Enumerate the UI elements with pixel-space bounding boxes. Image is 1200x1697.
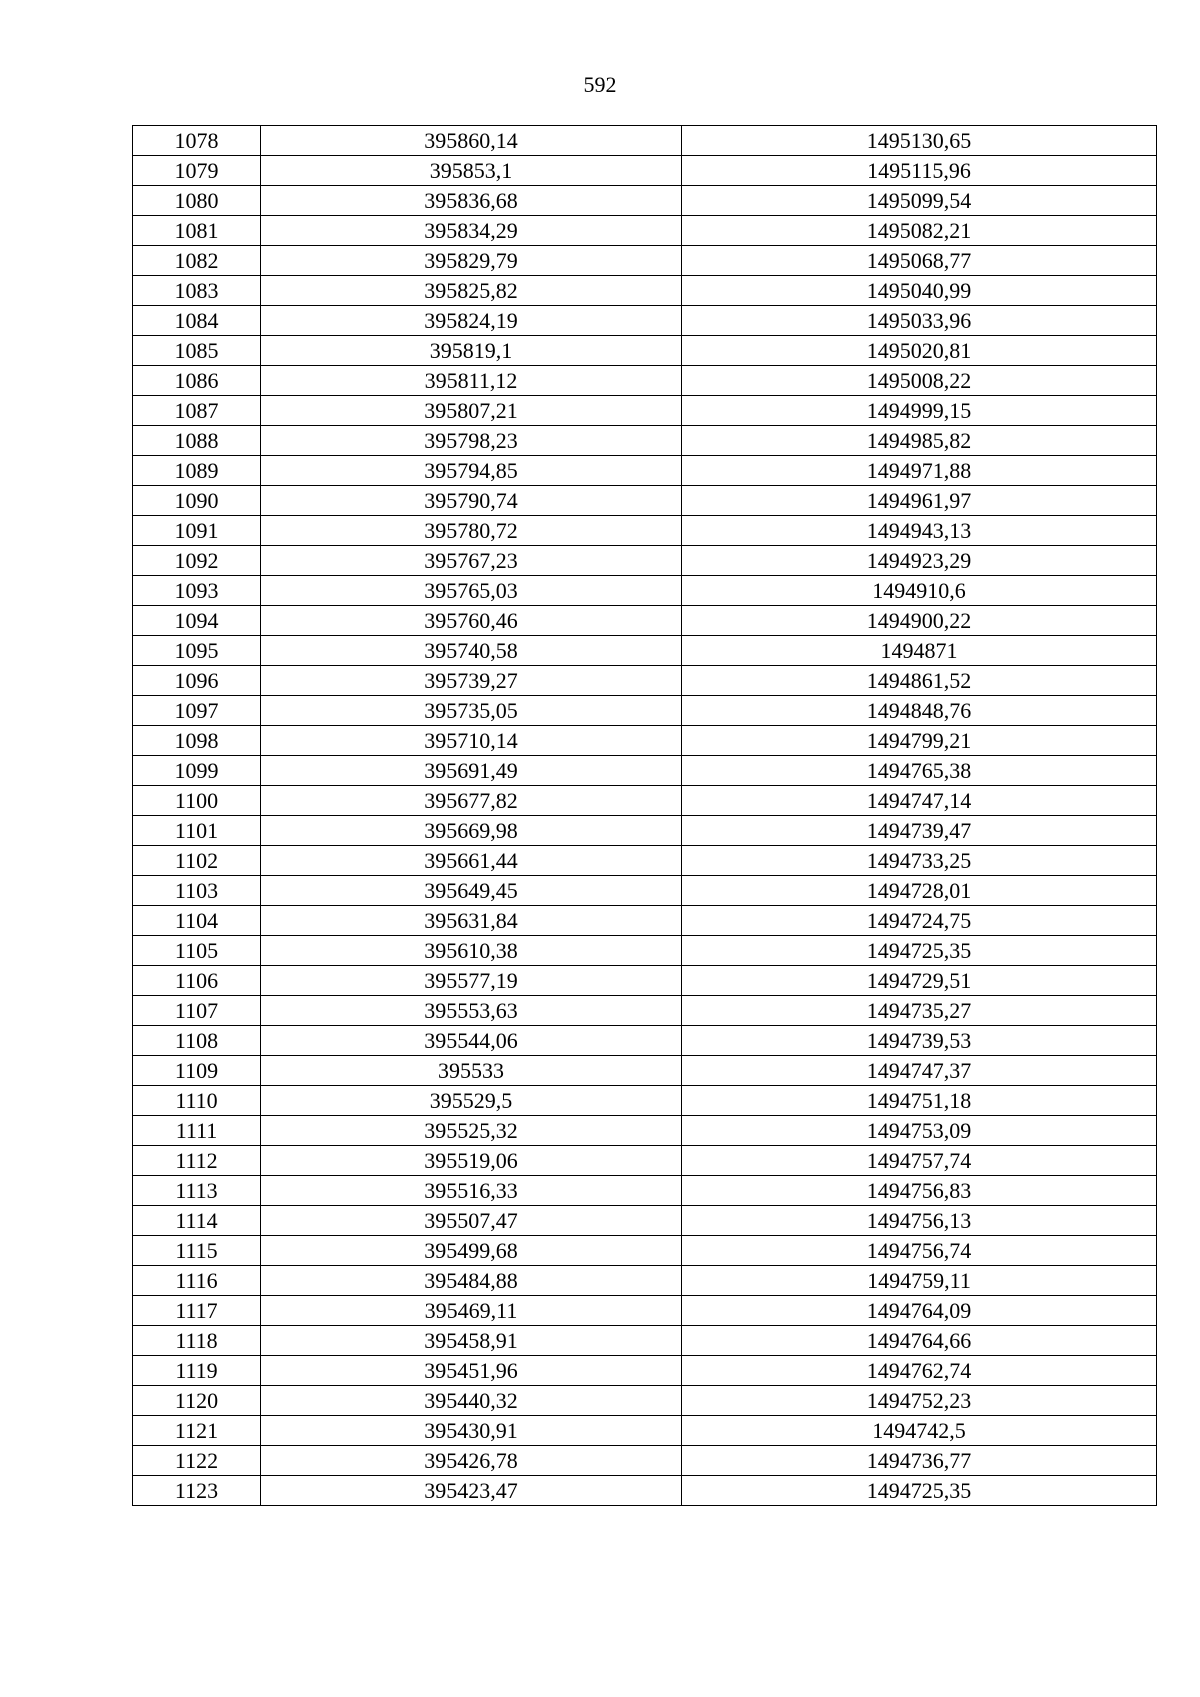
x-coordinate-cell: 395767,23 bbox=[261, 546, 682, 576]
point-number-cell: 1100 bbox=[133, 786, 261, 816]
y-coordinate-cell: 1494943,13 bbox=[682, 516, 1157, 546]
table-row bbox=[133, 966, 1157, 996]
table-row bbox=[133, 366, 1157, 396]
point-number-cell: 1093 bbox=[133, 576, 261, 606]
y-coordinate-cell: 1495040,99 bbox=[682, 276, 1157, 306]
table-row bbox=[133, 1386, 1157, 1416]
y-coordinate-cell: 1494961,97 bbox=[682, 486, 1157, 516]
point-number-cell: 1123 bbox=[133, 1476, 261, 1506]
y-coordinate-cell: 1494923,29 bbox=[682, 546, 1157, 576]
y-coordinate-cell: 1494729,51 bbox=[682, 966, 1157, 996]
table-row bbox=[133, 1446, 1157, 1476]
x-coordinate-cell: 395780,72 bbox=[261, 516, 682, 546]
table-row bbox=[133, 126, 1157, 156]
point-number-cell: 1104 bbox=[133, 906, 261, 936]
x-coordinate-cell: 395765,03 bbox=[261, 576, 682, 606]
y-coordinate-cell: 1494799,21 bbox=[682, 726, 1157, 756]
point-number-cell: 1085 bbox=[133, 336, 261, 366]
y-coordinate-cell: 1495099,54 bbox=[682, 186, 1157, 216]
table-row bbox=[133, 306, 1157, 336]
y-coordinate-cell: 1494871 bbox=[682, 636, 1157, 666]
point-number-cell: 1086 bbox=[133, 366, 261, 396]
y-coordinate-cell: 1495020,81 bbox=[682, 336, 1157, 366]
x-coordinate-cell: 395516,33 bbox=[261, 1176, 682, 1206]
table-row bbox=[133, 1476, 1157, 1506]
point-number-cell: 1088 bbox=[133, 426, 261, 456]
y-coordinate-cell: 1495068,77 bbox=[682, 246, 1157, 276]
x-coordinate-cell: 395499,68 bbox=[261, 1236, 682, 1266]
point-number-cell: 1082 bbox=[133, 246, 261, 276]
point-number-cell: 1078 bbox=[133, 126, 261, 156]
x-coordinate-cell: 395740,58 bbox=[261, 636, 682, 666]
point-number-cell: 1095 bbox=[133, 636, 261, 666]
table-row bbox=[133, 786, 1157, 816]
point-number-cell: 1119 bbox=[133, 1356, 261, 1386]
point-number-cell: 1094 bbox=[133, 606, 261, 636]
point-number-cell: 1116 bbox=[133, 1266, 261, 1296]
table-row bbox=[133, 876, 1157, 906]
point-number-cell: 1106 bbox=[133, 966, 261, 996]
y-coordinate-cell: 1494733,25 bbox=[682, 846, 1157, 876]
table-row bbox=[133, 276, 1157, 306]
page-number: 592 bbox=[583, 72, 617, 97]
point-number-cell: 1080 bbox=[133, 186, 261, 216]
y-coordinate-cell: 1494735,27 bbox=[682, 996, 1157, 1026]
point-number-cell: 1108 bbox=[133, 1026, 261, 1056]
y-coordinate-cell: 1495033,96 bbox=[682, 306, 1157, 336]
x-coordinate-cell: 395430,91 bbox=[261, 1416, 682, 1446]
x-coordinate-cell: 395811,12 bbox=[261, 366, 682, 396]
x-coordinate-cell: 395553,63 bbox=[261, 996, 682, 1026]
point-number-cell: 1107 bbox=[133, 996, 261, 1026]
table-row bbox=[133, 936, 1157, 966]
point-number-cell: 1120 bbox=[133, 1386, 261, 1416]
table-row bbox=[133, 606, 1157, 636]
point-number-cell: 1114 bbox=[133, 1206, 261, 1236]
y-coordinate-cell: 1494985,82 bbox=[682, 426, 1157, 456]
x-coordinate-cell: 395529,5 bbox=[261, 1086, 682, 1116]
x-coordinate-cell: 395829,79 bbox=[261, 246, 682, 276]
table-row bbox=[133, 186, 1157, 216]
x-coordinate-cell: 395507,47 bbox=[261, 1206, 682, 1236]
y-coordinate-cell: 1494756,74 bbox=[682, 1236, 1157, 1266]
x-coordinate-cell: 395484,88 bbox=[261, 1266, 682, 1296]
point-number-cell: 1111 bbox=[133, 1116, 261, 1146]
y-coordinate-cell: 1494728,01 bbox=[682, 876, 1157, 906]
x-coordinate-cell: 395691,49 bbox=[261, 756, 682, 786]
point-number-cell: 1102 bbox=[133, 846, 261, 876]
table-row bbox=[133, 396, 1157, 426]
y-coordinate-cell: 1494751,18 bbox=[682, 1086, 1157, 1116]
y-coordinate-cell: 1495082,21 bbox=[682, 216, 1157, 246]
x-coordinate-cell: 395860,14 bbox=[261, 126, 682, 156]
y-coordinate-cell: 1494747,14 bbox=[682, 786, 1157, 816]
x-coordinate-cell: 395735,05 bbox=[261, 696, 682, 726]
y-coordinate-cell: 1494756,13 bbox=[682, 1206, 1157, 1236]
y-coordinate-cell: 1494757,74 bbox=[682, 1146, 1157, 1176]
table-row bbox=[133, 1236, 1157, 1266]
y-coordinate-cell: 1494861,52 bbox=[682, 666, 1157, 696]
table-row bbox=[133, 456, 1157, 486]
y-coordinate-cell: 1494848,76 bbox=[682, 696, 1157, 726]
x-coordinate-cell: 395525,32 bbox=[261, 1116, 682, 1146]
table-row bbox=[133, 576, 1157, 606]
x-coordinate-cell: 395798,23 bbox=[261, 426, 682, 456]
table-row bbox=[133, 1086, 1157, 1116]
table-row bbox=[133, 666, 1157, 696]
y-coordinate-cell: 1494759,11 bbox=[682, 1266, 1157, 1296]
y-coordinate-cell: 1494747,37 bbox=[682, 1056, 1157, 1086]
point-number-cell: 1081 bbox=[133, 216, 261, 246]
point-number-cell: 1103 bbox=[133, 876, 261, 906]
x-coordinate-cell: 395469,11 bbox=[261, 1296, 682, 1326]
point-number-cell: 1113 bbox=[133, 1176, 261, 1206]
table-row bbox=[133, 906, 1157, 936]
point-number-cell: 1098 bbox=[133, 726, 261, 756]
y-coordinate-cell: 1494725,35 bbox=[682, 1476, 1157, 1506]
point-number-cell: 1109 bbox=[133, 1056, 261, 1086]
y-coordinate-cell: 1494752,23 bbox=[682, 1386, 1157, 1416]
table-row bbox=[133, 216, 1157, 246]
y-coordinate-cell: 1494910,6 bbox=[682, 576, 1157, 606]
x-coordinate-cell: 395836,68 bbox=[261, 186, 682, 216]
table-row bbox=[133, 516, 1157, 546]
table-row bbox=[133, 726, 1157, 756]
table-row bbox=[133, 756, 1157, 786]
x-coordinate-cell: 395649,45 bbox=[261, 876, 682, 906]
table-row bbox=[133, 846, 1157, 876]
table-row bbox=[133, 996, 1157, 1026]
x-coordinate-cell: 395794,85 bbox=[261, 456, 682, 486]
x-coordinate-cell: 395426,78 bbox=[261, 1446, 682, 1476]
y-coordinate-cell: 1494724,75 bbox=[682, 906, 1157, 936]
table-row bbox=[133, 486, 1157, 516]
point-number-cell: 1112 bbox=[133, 1146, 261, 1176]
point-number-cell: 1087 bbox=[133, 396, 261, 426]
point-number-cell: 1097 bbox=[133, 696, 261, 726]
table-row bbox=[133, 156, 1157, 186]
x-coordinate-cell: 395440,32 bbox=[261, 1386, 682, 1416]
y-coordinate-cell: 1494742,5 bbox=[682, 1416, 1157, 1446]
x-coordinate-cell: 395677,82 bbox=[261, 786, 682, 816]
point-number-cell: 1091 bbox=[133, 516, 261, 546]
coordinates-table bbox=[132, 125, 1157, 1506]
y-coordinate-cell: 1494764,09 bbox=[682, 1296, 1157, 1326]
x-coordinate-cell: 395807,21 bbox=[261, 396, 682, 426]
y-coordinate-cell: 1494900,22 bbox=[682, 606, 1157, 636]
x-coordinate-cell: 395825,82 bbox=[261, 276, 682, 306]
x-coordinate-cell: 395739,27 bbox=[261, 666, 682, 696]
point-number-cell: 1110 bbox=[133, 1086, 261, 1116]
point-number-cell: 1118 bbox=[133, 1326, 261, 1356]
table-row bbox=[133, 1116, 1157, 1146]
x-coordinate-cell: 395824,19 bbox=[261, 306, 682, 336]
point-number-cell: 1079 bbox=[133, 156, 261, 186]
point-number-cell: 1084 bbox=[133, 306, 261, 336]
point-number-cell: 1115 bbox=[133, 1236, 261, 1266]
point-number-cell: 1105 bbox=[133, 936, 261, 966]
y-coordinate-cell: 1494756,83 bbox=[682, 1176, 1157, 1206]
table-row bbox=[133, 1146, 1157, 1176]
table-row bbox=[133, 1356, 1157, 1386]
point-number-cell: 1121 bbox=[133, 1416, 261, 1446]
table-row bbox=[133, 1176, 1157, 1206]
x-coordinate-cell: 395710,14 bbox=[261, 726, 682, 756]
point-number-cell: 1122 bbox=[133, 1446, 261, 1476]
coordinates-table-body bbox=[133, 126, 1157, 1506]
y-coordinate-cell: 1495008,22 bbox=[682, 366, 1157, 396]
table-row bbox=[133, 546, 1157, 576]
x-coordinate-cell: 395819,1 bbox=[261, 336, 682, 366]
point-number-cell: 1101 bbox=[133, 816, 261, 846]
y-coordinate-cell: 1494762,74 bbox=[682, 1356, 1157, 1386]
table-row bbox=[133, 696, 1157, 726]
table-row bbox=[133, 1416, 1157, 1446]
y-coordinate-cell: 1494765,38 bbox=[682, 756, 1157, 786]
y-coordinate-cell: 1494764,66 bbox=[682, 1326, 1157, 1356]
y-coordinate-cell: 1495115,96 bbox=[682, 156, 1157, 186]
x-coordinate-cell: 395790,74 bbox=[261, 486, 682, 516]
table-row bbox=[133, 816, 1157, 846]
x-coordinate-cell: 395661,44 bbox=[261, 846, 682, 876]
table-row bbox=[133, 636, 1157, 666]
table-row bbox=[133, 336, 1157, 366]
point-number-cell: 1099 bbox=[133, 756, 261, 786]
y-coordinate-cell: 1494999,15 bbox=[682, 396, 1157, 426]
x-coordinate-cell: 395544,06 bbox=[261, 1026, 682, 1056]
x-coordinate-cell: 395669,98 bbox=[261, 816, 682, 846]
point-number-cell: 1083 bbox=[133, 276, 261, 306]
y-coordinate-cell: 1494753,09 bbox=[682, 1116, 1157, 1146]
point-number-cell: 1090 bbox=[133, 486, 261, 516]
y-coordinate-cell: 1494725,35 bbox=[682, 936, 1157, 966]
point-number-cell: 1096 bbox=[133, 666, 261, 696]
x-coordinate-cell: 395533 bbox=[261, 1056, 682, 1086]
x-coordinate-cell: 395519,06 bbox=[261, 1146, 682, 1176]
x-coordinate-cell: 395853,1 bbox=[261, 156, 682, 186]
point-number-cell: 1089 bbox=[133, 456, 261, 486]
y-coordinate-cell: 1494739,47 bbox=[682, 816, 1157, 846]
table-row bbox=[133, 1326, 1157, 1356]
y-coordinate-cell: 1494739,53 bbox=[682, 1026, 1157, 1056]
x-coordinate-cell: 395451,96 bbox=[261, 1356, 682, 1386]
table-row bbox=[133, 1266, 1157, 1296]
table-row bbox=[133, 246, 1157, 276]
x-coordinate-cell: 395834,29 bbox=[261, 216, 682, 246]
y-coordinate-cell: 1494971,88 bbox=[682, 456, 1157, 486]
y-coordinate-cell: 1495130,65 bbox=[682, 126, 1157, 156]
table-row bbox=[133, 426, 1157, 456]
y-coordinate-cell: 1494736,77 bbox=[682, 1446, 1157, 1476]
x-coordinate-cell: 395760,46 bbox=[261, 606, 682, 636]
x-coordinate-cell: 395577,19 bbox=[261, 966, 682, 996]
point-number-cell: 1092 bbox=[133, 546, 261, 576]
table-row bbox=[133, 1296, 1157, 1326]
x-coordinate-cell: 395610,38 bbox=[261, 936, 682, 966]
table-row bbox=[133, 1206, 1157, 1236]
table-row bbox=[133, 1056, 1157, 1086]
point-number-cell: 1117 bbox=[133, 1296, 261, 1326]
x-coordinate-cell: 395458,91 bbox=[261, 1326, 682, 1356]
table-row bbox=[133, 1026, 1157, 1056]
x-coordinate-cell: 395423,47 bbox=[261, 1476, 682, 1506]
x-coordinate-cell: 395631,84 bbox=[261, 906, 682, 936]
